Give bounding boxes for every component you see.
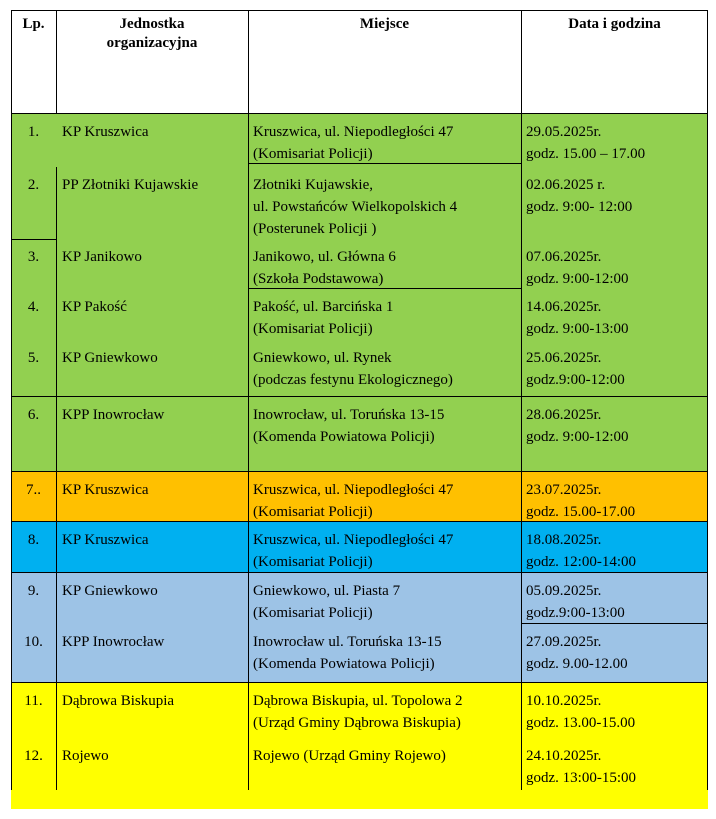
row-date: 24.10.2025r. godz. 13:00-15:00 (526, 748, 636, 786)
row-number: 8. (27, 532, 40, 548)
row-date: 25.06.2025r. godz.9:00-12:00 (526, 350, 625, 388)
row-divider (11, 396, 708, 397)
row-divider (248, 288, 521, 289)
row-unit: KP Kruszwica (62, 532, 149, 548)
table-row (11, 114, 708, 167)
row-place: Złotniki Kujawskie, ul. Powstańców Wielkopolskich 4 (Posterunek Policji ) (253, 177, 458, 237)
row-place: Kruszwica, ul. Niepodległości 47 (Komisariat Policji) (253, 532, 454, 570)
row-unit: KP Gniewkowo (62, 350, 158, 366)
table-row (11, 167, 708, 239)
row-divider (11, 471, 708, 472)
row-place: Gniewkowo, ul. Piasta 7 (Komisariat Policji) (253, 583, 401, 621)
row-place: Dąbrowa Biskupia, ul. Topolowa 2 (Urząd Gminy Dąbrowa Biskupia) (253, 693, 463, 731)
row-number: 1. (27, 124, 40, 140)
row-divider (11, 521, 708, 522)
row-number: 11. (24, 693, 43, 709)
row-date: 07.06.2025r. godz. 9:00-12:00 (526, 249, 629, 287)
table-top-border (11, 10, 708, 11)
row-unit: KP Kruszwica (62, 482, 149, 498)
row-unit: KPP Inowrocław (62, 407, 165, 423)
row-date: 27.09.2025r. godz. 9.00-12.00 (526, 634, 628, 672)
row-number: 7.. (26, 482, 41, 498)
row-date: 18.08.2025r. godz. 12:00-14:00 (526, 532, 636, 570)
schedule-table (11, 10, 708, 809)
table-row (11, 289, 708, 340)
header-bottom-border (11, 113, 708, 114)
row-unit: Rojewo (62, 748, 109, 764)
header-unit: Jednostka organizacyjna (106, 16, 198, 51)
row-unit: PP Złotniki Kujawskie (62, 177, 199, 193)
row-number: 4. (27, 299, 40, 315)
row-unit: Dąbrowa Biskupia (62, 693, 175, 709)
row-date: 29.05.2025r. godz. 15.00 – 17.00 (526, 124, 646, 162)
row-date: 05.09.2025r. godz.9:00-13:00 (526, 583, 625, 621)
row-number: 9. (27, 583, 40, 599)
column-divider (56, 10, 57, 113)
row-place: Inowrocław ul. Toruńska 13-15 (Komenda Powiatowa Policji) (253, 634, 442, 672)
row-place: Kruszwica, ul. Niepodległości 47 (Komisariat Policji) (253, 482, 454, 520)
row-number: 10. (24, 634, 43, 650)
table-row (11, 522, 708, 573)
header-date: Data i godzina (568, 16, 661, 32)
row-unit: KP Pakość (62, 299, 127, 315)
row-unit: KP Gniewkowo (62, 583, 158, 599)
row-divider (248, 163, 521, 164)
column-divider (521, 10, 522, 790)
row-unit: KPP Inowrocław (62, 634, 165, 650)
table-row (11, 738, 708, 790)
row-divider (11, 682, 708, 683)
table-row (11, 683, 708, 738)
header-lp: Lp. (22, 16, 45, 32)
header-place: Miejsce (359, 16, 410, 32)
row-number: 2. (27, 177, 40, 193)
row-place: Inowrocław, ul. Toruńska 13-15 (Komenda Powiatowa Policji) (253, 407, 445, 445)
row-place: Gniewkowo, ul. Rynek (podczas festynu Ekologicznego) (253, 350, 453, 388)
table-row (11, 573, 708, 624)
row-place: Janikowo, ul. Główna 6 (Szkoła Podstawowa) (253, 249, 396, 287)
table-row (11, 397, 708, 472)
row-place: Rojewo (Urząd Gminy Rojewo) (253, 748, 446, 764)
row-divider (11, 239, 56, 240)
row-date: 14.06.2025r. godz. 9:00-13:00 (526, 299, 629, 337)
row-date: 23.07.2025r. godz. 15.00-17.00 (526, 482, 636, 520)
row-number: 6. (27, 407, 40, 423)
table-header (11, 10, 708, 114)
column-divider (56, 167, 57, 790)
row-divider (521, 623, 708, 624)
row-date: 10.10.2025r. godz. 13.00-15.00 (526, 693, 636, 731)
row-place: Pakość, ul. Barcińska 1 (Komisariat Policji) (253, 299, 394, 337)
row-number: 5. (27, 350, 40, 366)
table-right-border (707, 10, 708, 790)
row-unit: KP Janikowo (62, 249, 142, 265)
row-date: 02.06.2025 r. godz. 9:00- 12:00 (526, 177, 633, 215)
row-number: 12. (24, 748, 43, 764)
table-left-border (11, 10, 12, 790)
row-divider (11, 572, 708, 573)
table-footer-band (11, 790, 708, 809)
table-row (11, 472, 708, 522)
table-row (11, 340, 708, 397)
row-number: 3. (27, 249, 40, 265)
row-unit: KP Kruszwica (62, 124, 149, 140)
column-divider (248, 10, 249, 790)
row-place: Kruszwica, ul. Niepodległości 47 (Komisariat Policji) (253, 124, 454, 162)
table-row (11, 624, 708, 683)
row-date: 28.06.2025r. godz. 9:00-12:00 (526, 407, 629, 445)
table-row (11, 239, 708, 289)
